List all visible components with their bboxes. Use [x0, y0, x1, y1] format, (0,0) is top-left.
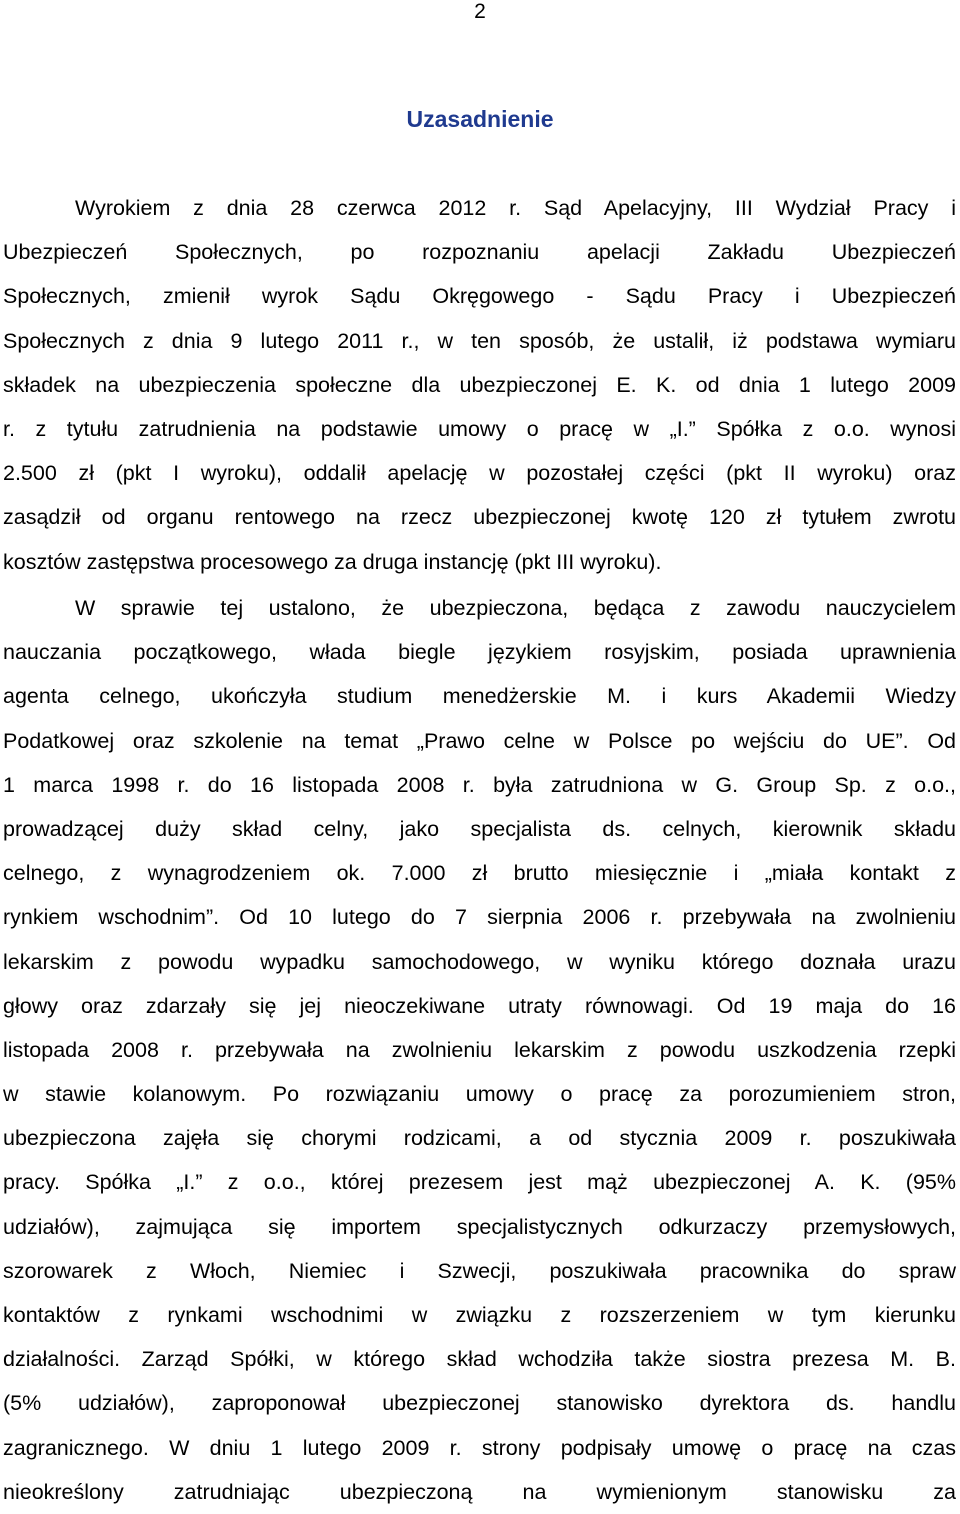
paragraph-judgment [3, 186, 956, 584]
text-line: 1 marca 1998 r. do 16 listopada 2008 r. była zatrudniona w G. Group Sp. z o.o., [3, 772, 956, 797]
text-line: w stawie kolanowym. Po rozwiązaniu umowy o pracę za porozumieniem stron, [3, 1082, 956, 1107]
text-line: lekarskim z powodu wypadku samochodowego, w wyniku którego doznała urazu [3, 949, 956, 974]
text-line: pracy. Spółka „I.” z o.o., której prezesem jest mąż ubezpieczonej A. K. (95% [3, 1170, 956, 1195]
text-line: listopada 2008 r. przebywała na zwolnieniu lekarskim z powodu uszkodzenia rzepki [3, 1037, 956, 1062]
text-line: nauczania początkowego, włada biegle językiem rosyjskim, posiada uprawnienia [3, 640, 956, 665]
text-line: zasądził od organu rentowego na rzecz ubezpieczonej kwotę 120 zł tytułem zwrotu [3, 505, 956, 530]
text-line: Podatkowej oraz szkolenie na temat „Prawo celne w Polsce po wejściu do UE”. Od [3, 728, 956, 753]
text-line: nieokreślony zatrudniając ubezpieczoną na wymienionym stanowisku za [3, 1479, 956, 1504]
text-line: kosztów zastępstwa procesowego za druga instancję (pkt III wyroku). [3, 549, 662, 574]
text-line: (5% udziałów), zaproponował ubezpieczonej stanowisko dyrektora ds. handlu [3, 1391, 956, 1416]
page-number: 2 [474, 0, 486, 23]
text-line: agenta celnego, ukończyła studium menedżerskie M. i kurs Akademii Wiedzy [3, 684, 956, 709]
text-line: udziałów), zajmująca się importem specjalistycznych odkurzaczy przemysłowych, [3, 1214, 956, 1239]
text-line: działalności. Zarząd Spółki, w którego skład wchodziła także siostra prezesa M. B. [3, 1347, 956, 1372]
text-line: zagranicznego. W dniu 1 lutego 2009 r. strony podpisały umowę o pracę na czas [3, 1435, 956, 1460]
text-line: r. z tytułu zatrudnienia na podstawie umowy o pracę w „I.” Spółka z o.o. wynosi [3, 416, 956, 441]
text-line: 2.500 zł (pkt I wyroku), oddalił apelację w pozostałej części (pkt II wyroku) oraz [3, 461, 956, 486]
text-line: Ubezpieczeń Społecznych, po rozpoznaniu apelacji Zakładu Ubezpieczeń [3, 240, 956, 265]
text-line: Wyrokiem z dnia 28 czerwca 2012 r. Sąd Apelacyjny, III Wydział Pracy i [75, 196, 956, 220]
text-line: prowadzącej duży skład celny, jako specjalista ds. celnych, kierownik składu [3, 816, 956, 841]
text-line: Społecznych, zmienił wyrok Sądu Okręgowego - Sądu Pracy i Ubezpieczeń [3, 284, 956, 309]
text-line: szorowarek z Włoch, Niemiec i Szwecji, poszukiwała pracownika do spraw [3, 1258, 956, 1283]
text-line: głowy oraz zdarzały się jej nieoczekiwane utraty równowagi. Od 19 maja do 16 [3, 993, 956, 1018]
text-line: Społecznych z dnia 9 lutego 2011 r., w ten sposób, że ustalił, iż podstawa wymiaru [3, 328, 956, 353]
text-line: W sprawie tej ustalono, że ubezpieczona, będąca z zawodu nauczycielem [75, 596, 956, 620]
text-line: celnego, z wynagrodzeniem ok. 7.000 zł brutto miesięcznie i „miała kontakt z [3, 861, 956, 886]
text-line: kontaktów z rynkami wschodnimi w związku z rozszerzeniem w tym kierunku [3, 1303, 956, 1327]
text-line: składek na ubezpieczenia społeczne dla ubezpieczonej E. K. od dnia 1 lutego 2009 [3, 372, 956, 397]
text-line: rynkiem wschodnim”. Od 10 lutego do 7 sierpnia 2006 r. przebywała na zwolnieniu [3, 905, 956, 930]
section-heading: Uzasadnienie [406, 106, 554, 132]
text-line: ubezpieczona zajęła się chorymi rodzicami, a od stycznia 2009 r. poszukiwała [3, 1126, 956, 1151]
paragraph-findings [3, 586, 956, 1514]
